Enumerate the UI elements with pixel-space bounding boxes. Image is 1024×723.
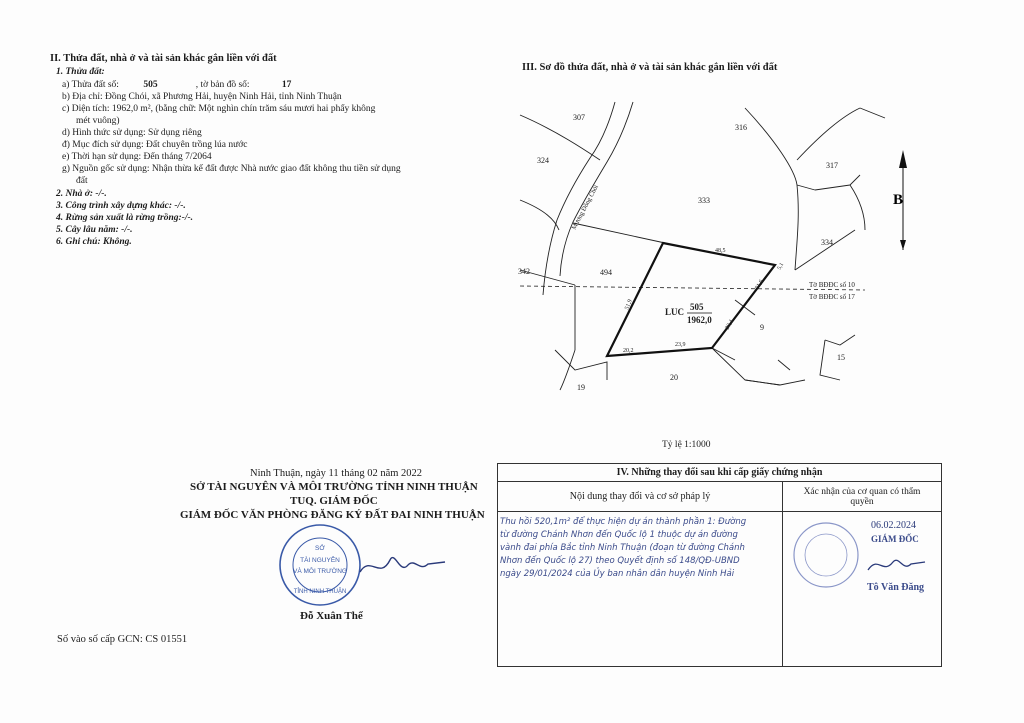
confirm-stamp bbox=[791, 520, 861, 590]
dim-left: 51,9 bbox=[624, 298, 634, 311]
parcel-label-307: 307 bbox=[573, 113, 585, 122]
map-scale: Tỷ lệ 1:1000 bbox=[662, 440, 711, 450]
usage-purpose: đ) Mục đích sử dụng: Đất chuyên trồng lúa nước bbox=[62, 140, 248, 150]
dim-lower-right: 20,4 bbox=[724, 318, 735, 331]
dim-top: 48,5 bbox=[715, 248, 726, 254]
dim-bottom-left: 20,2 bbox=[623, 348, 634, 354]
sheet-10-label: Tờ BĐĐC số 10 bbox=[809, 281, 855, 289]
change-content-cell bbox=[498, 512, 783, 667]
changes-title: IV. Những thay đổi sau khi cấp giấy chứng nhận bbox=[498, 464, 942, 482]
parcel-label-324: 324 bbox=[537, 156, 549, 165]
col-content-header: Nội dung thay đổi và cơ sở pháp lý bbox=[498, 482, 783, 512]
section-title-iii: III. Sơ đồ thửa đất, nhà ở và tài sản khác gắn liền với đất bbox=[522, 62, 778, 73]
parcel-label-316: 316 bbox=[735, 123, 747, 132]
notes-item: 6. Ghi chú: Không. bbox=[56, 237, 132, 247]
parcel-label-317: 317 bbox=[826, 161, 838, 170]
office-title: GIÁM ĐỐC VĂN PHÒNG ĐĂNG KÝ ĐẤT ĐAI NINH THUẬN bbox=[180, 509, 485, 521]
map-parcel-number: 505 bbox=[690, 302, 704, 312]
col-confirm-header: Xác nhận của cơ quan có thẩm quyền bbox=[783, 482, 942, 512]
perennial-trees-item: 5. Cây lâu năm: -/-. bbox=[56, 225, 133, 235]
parcel-heading: 1. Thửa đất: bbox=[56, 67, 105, 77]
parcel-number-row bbox=[62, 79, 291, 91]
confirm-date: 06.02.2024 bbox=[871, 520, 916, 531]
confirm-name: Tô Văn Đăng bbox=[867, 582, 925, 593]
parcel-label-9: 9 bbox=[760, 323, 764, 332]
parcel-number: 505 bbox=[143, 80, 158, 90]
map-sheet-label: , tờ bản đồ số: bbox=[195, 80, 250, 90]
land-type-code: LUC bbox=[665, 307, 685, 317]
parcel-label-15: 15 bbox=[837, 353, 845, 362]
map-sheet-number: 17 bbox=[281, 80, 292, 90]
parcel-label-334: 334 bbox=[821, 238, 833, 247]
dim-short: 5,1 bbox=[776, 262, 786, 271]
gcn-register-number: Số vào số cấp GCN: CS 01551 bbox=[57, 634, 188, 645]
address: b) Địa chỉ: Đồng Chói, xã Phương Hải, huyện Ninh Hải, tỉnh Ninh Thuận bbox=[62, 92, 342, 102]
confirm-role: GIÁM ĐỐC bbox=[871, 534, 919, 544]
dim-bottom: 23,9 bbox=[675, 342, 686, 348]
parcel-label-20: 20 bbox=[670, 373, 678, 382]
svg-text:SỞ: SỞ bbox=[315, 545, 325, 552]
change-line-1: Thu hồi 520,1m² để thực hiện dự án thành phần 1: Đường bbox=[500, 517, 747, 527]
section-title-ii: II. Thửa đất, nhà ở và tài sản khác gắn liền với đất bbox=[50, 53, 277, 64]
signer-name: Đỗ Xuân Thể bbox=[300, 610, 363, 622]
usage-form: d) Hình thức sử dụng: Sử dụng riêng bbox=[62, 128, 202, 138]
issuing-org: SỞ TÀI NGUYÊN VÀ MÔI TRƯỜNG TỈNH NINH THUẬN bbox=[190, 481, 478, 493]
change-line-4: Nhơn đến Quốc lộ 27) theo Quyết định số 148/QĐ-UBND bbox=[500, 556, 740, 566]
usage-origin-line1: g) Nguồn gốc sử dụng: Nhận thừa kế đất được Nhà nước giao đất không thu tiền sử dụng bbox=[62, 164, 401, 174]
svg-text:TỈNH NINH THUẬN: TỈNH NINH THUẬN bbox=[293, 589, 347, 595]
usage-origin-line2: đất bbox=[76, 176, 88, 186]
parcel-505-outline bbox=[607, 243, 775, 356]
changes-table bbox=[497, 463, 942, 667]
svg-text:VÀ MÔI TRƯỜNG: VÀ MÔI TRƯỜNG bbox=[293, 568, 347, 575]
parcel-map bbox=[515, 80, 955, 420]
other-construction-item: 3. Công trình xây dựng khác: -/-. bbox=[56, 201, 186, 211]
area-line1: c) Diện tích: 1962,0 m², (bằng chữ: Một nghìn chín trăm sáu mươi hai phẩy không bbox=[62, 104, 376, 114]
north-label: B bbox=[893, 192, 904, 208]
change-line-2: từ đường Chánh Nhơn đến Quốc lộ 1 thuộc dự án đường bbox=[500, 530, 738, 540]
house-item: 2. Nhà ở: -/-. bbox=[56, 189, 107, 199]
confirm-cell bbox=[783, 512, 942, 667]
change-line-5: ngày 29/01/2024 của Ủy ban nhân dân huyện Ninh Hải bbox=[500, 569, 735, 579]
authorization-line: TUQ. GIÁM ĐỐC bbox=[290, 495, 378, 507]
canal-left-bank bbox=[543, 102, 615, 295]
svg-text:TÀI NGUYÊN: TÀI NGUYÊN bbox=[300, 557, 340, 564]
usage-term: e) Thời hạn sử dụng: Đến tháng 7/2064 bbox=[62, 152, 212, 162]
confirm-signature bbox=[863, 550, 933, 580]
parcel-label-494: 494 bbox=[600, 268, 612, 277]
parcel-label-333: 333 bbox=[698, 196, 710, 205]
map-parcel-area: 1962,0 bbox=[687, 315, 712, 325]
parcel-label-342: 342 bbox=[518, 267, 530, 276]
parcel-number-label: a) Thửa đất số: bbox=[62, 80, 119, 90]
change-line-3: vành đai phía Bắc tỉnh Ninh Thuận (đoạn từ đường Chánh bbox=[500, 543, 745, 553]
sheet-17-label: Tờ BĐĐC số 17 bbox=[809, 293, 855, 301]
parcel-label-19: 19 bbox=[577, 383, 585, 392]
forest-item: 4. Rừng sản xuất là rừng trồng:-/-. bbox=[56, 213, 194, 223]
canal-label: Mương Đồng Chói bbox=[570, 183, 601, 231]
dim-right: 71,6 bbox=[754, 278, 765, 291]
official-stamp bbox=[260, 520, 490, 610]
area-line2: mét vuông) bbox=[76, 116, 120, 126]
issue-date: Ninh Thuận, ngày 11 tháng 02 năm 2022 bbox=[250, 468, 423, 479]
